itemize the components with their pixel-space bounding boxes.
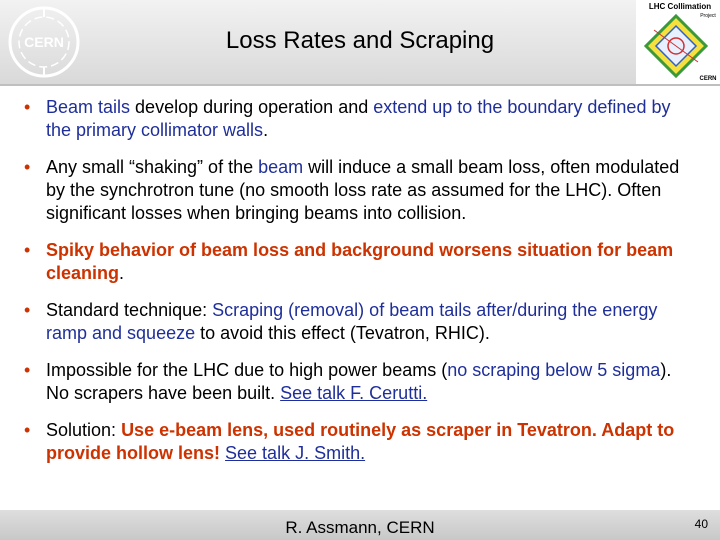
bullet-text: no scraping below 5 sigma (447, 360, 661, 380)
header-divider (0, 84, 720, 86)
lhc-logo-line2: Project (700, 13, 716, 19)
bullet-text: ). No scrapers have been built. (46, 360, 672, 403)
bullet-text: extend up to the boundary defined by the primary collimator walls (46, 97, 671, 140)
bullet-item (18, 96, 698, 142)
bullet-item (18, 156, 698, 225)
talk-link[interactable]: See talk F. Cerutti. (280, 383, 428, 403)
talk-link[interactable]: See talk J. Smith. (225, 443, 366, 463)
bullet-text: Any small “shaking” of the (46, 157, 259, 177)
bullet-list (18, 96, 698, 479)
bullet-text: Standard technique: (46, 300, 213, 320)
bullet-text: Solution: (46, 420, 122, 440)
bullet-dot-icon: • (24, 360, 31, 380)
bullet-text: Use e-beam lens, used routinely as scraper in Tevatron. Adapt to provide hollow lens! (46, 420, 675, 463)
bullet-item (18, 419, 698, 465)
bullet-item (18, 299, 698, 345)
bullet-text: Spiky behavior of beam loss and background worsens situation for beam cleaning (46, 240, 674, 283)
bullet-item (18, 359, 698, 405)
slide-title: Loss Rates and Scraping (225, 27, 495, 54)
bullet-text: Beam tails (46, 97, 131, 117)
bullet-text: will induce a small beam loss, often modulated by the synchrotron tune (no smooth loss rate as assumed for the LHC). Often significant losses when bringing beams into collision. (46, 157, 680, 223)
bullet-dot-icon: • (24, 420, 31, 440)
bullet-dot-icon: • (24, 157, 31, 177)
lhc-collimation-logo-icon (636, 0, 720, 84)
bullet-text: to avoid this effect (Tevatron, RHIC). (195, 323, 490, 343)
bullet-text: beam (258, 157, 304, 177)
bullet-dot-icon: • (24, 300, 31, 320)
bullet-dot-icon: • (24, 97, 31, 117)
bullet-item (18, 239, 698, 285)
bullet-text: Scraping (removal) of beam tails after/during the energy ramp and squeeze (46, 300, 658, 343)
bullet-dot-icon: • (24, 240, 31, 260)
lhc-logo-line3: CERN (699, 76, 717, 82)
bullet-text: Impossible for the LHC due to high power beams ( (46, 360, 448, 380)
page-number: 40 (694, 517, 708, 531)
footer-author: R. Assmann, CERN (285, 518, 435, 537)
bullet-text: . (119, 263, 125, 283)
slide-header (0, 0, 640, 84)
bullet-text: . (263, 120, 269, 140)
lhc-logo-line1: LHC Collimation (648, 2, 712, 11)
bullet-text: develop during operation and (130, 97, 374, 117)
cern-logo-icon (3, 3, 85, 81)
cern-logo-text: CERN (24, 34, 64, 50)
